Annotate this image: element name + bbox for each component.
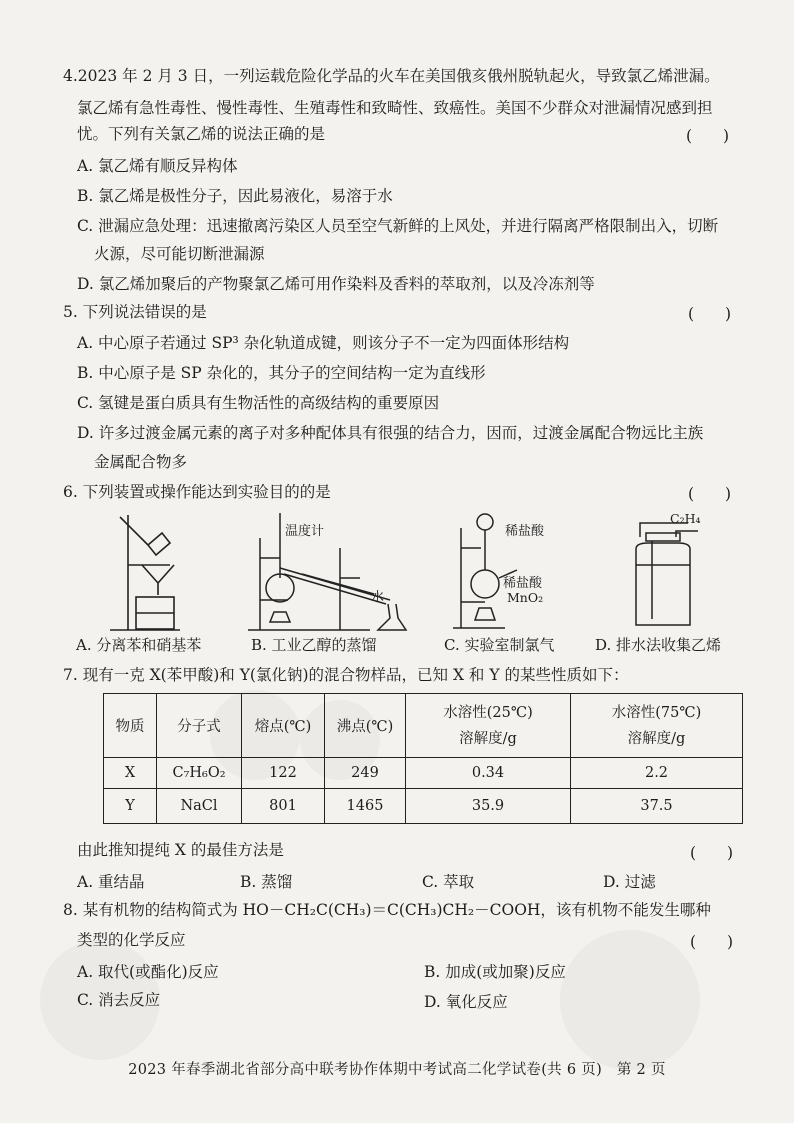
q5-option-d-line2: 金属配合物多 <box>94 453 188 471</box>
apparatus-a-caption: A. 分离苯和硝基苯 <box>76 636 202 654</box>
table-row <box>104 789 743 824</box>
q7-option-a: A. 重结晶 <box>77 873 145 891</box>
table-cell: NaCl <box>157 789 242 824</box>
table-cell: 35.9 <box>406 789 571 824</box>
table-cell: X <box>104 758 157 789</box>
table-header: 分子式 <box>157 694 242 758</box>
q6-stem: 6. 下列装置或操作能达到实验目的的是 <box>63 483 331 501</box>
c2h4-label: C₂H₄ <box>670 511 701 526</box>
q7-option-b: B. 蒸馏 <box>240 873 293 891</box>
page-footer: 2023 年春季湖北省部分高中联考协作体期中考试高二化学试卷(共 6 页) 第 2 页 <box>128 1062 666 1078</box>
mno2-label: MnO₂ <box>507 590 544 605</box>
table-cell: 37.5 <box>571 789 743 824</box>
apparatus-d-figure <box>618 513 708 631</box>
q7-stem: 7. 现有一克 X(苯甲酸)和 Y(氯化钠)的混合物样品，已知 X 和 Y 的某些性质如下： <box>63 666 629 684</box>
q4-stem-line2: 氯乙烯有急性毒性、慢性毒性、生殖毒性和致畸性、致癌性。美国不少群众对泄漏情况感到担 <box>77 99 713 117</box>
q5-option-b: B. 中心原子是 SP 杂化的，其分子的空间结构一定为直线形 <box>77 364 486 382</box>
table-header: 熔点(℃) <box>242 694 325 758</box>
q5-option-a: A. 中心原子若通过 SP³ 杂化轨道成键，则该分子不一定为四面体形结构 <box>77 334 570 352</box>
table-header-line: 水溶性(25℃) <box>443 704 533 721</box>
table-cell: 249 <box>325 758 406 789</box>
table-row <box>104 758 743 789</box>
q7-option-d: D. 过滤 <box>603 873 656 891</box>
table-cell: Y <box>104 789 157 824</box>
q8-stem-line2: 类型的化学反应 <box>77 931 186 949</box>
table-cell: C₇H₆O₂ <box>157 758 242 789</box>
apparatus-c-caption: C. 实验室制氯气 <box>444 636 555 654</box>
water-label: 水 <box>371 590 385 605</box>
q7-option-c: C. 萃取 <box>422 873 475 891</box>
table-header <box>406 694 571 758</box>
table-header: 物质 <box>104 694 157 758</box>
q6-answer-bracket[interactable]: ( ) <box>688 485 732 503</box>
q4-stem-line3: 忧。下列有关氯乙烯的说法正确的是 <box>77 125 326 143</box>
apparatus-b-figure <box>240 508 420 636</box>
table-header-line: 水溶性(75℃) <box>611 704 702 721</box>
table-cell: 801 <box>242 789 325 824</box>
table-cell: 122 <box>242 758 325 789</box>
q5-stem: 5. 下列说法错误的是 <box>63 303 207 321</box>
q8-option-c: C. 消去反应 <box>77 991 161 1009</box>
q8-answer-bracket[interactable]: ( ) <box>690 933 734 951</box>
q4-option-a: A. 氯乙烯有顺反异构体 <box>77 157 238 175</box>
table-cell: 1465 <box>325 789 406 824</box>
q5-answer-bracket[interactable]: ( ) <box>688 305 732 323</box>
q8-option-d: D. 氧化反应 <box>424 993 508 1011</box>
q4-option-b: B. 氯乙烯是极性分子，因此易液化，易溶于水 <box>77 187 393 205</box>
thermometer-label: 温度计 <box>285 524 325 539</box>
apparatus-d-caption: D. 排水法收集乙烯 <box>595 636 722 654</box>
table-subheader: 溶解度/g <box>459 730 517 747</box>
q4-answer-bracket[interactable]: ( ) <box>686 127 730 145</box>
apparatus-a-figure <box>100 505 210 635</box>
q4-option-c-line2: 火源，尽可能切断泄漏源 <box>94 245 265 263</box>
q5-option-d-line1: D. 许多过渡金属元素的离子对多种配体具有很强的结合力，因而，过渡金属配合物远比主族 <box>77 424 704 442</box>
hcl-top-label: 稀盐酸 <box>505 524 545 539</box>
q5-option-c: C. 氢键是蛋白质具有生物活性的高级结构的重要原因 <box>77 394 440 412</box>
q8-stem-line1: 8. 某有机物的结构简式为 HO－CH₂C(CH₃)＝C(CH₃)CH₂－COOH，该有机物不能发生哪种 <box>63 901 711 919</box>
q4-option-d: D. 氯乙烯加聚后的产物聚氯乙烯可用作染料及香料的萃取剂，以及冷冻剂等 <box>77 275 595 293</box>
table-subheader: 溶解度/g <box>627 730 686 747</box>
q4-stem-line1: 4.2023 年 2 月 3 日，一列运载危险化学品的火车在美国俄亥俄州脱轨起火，导致氯乙烯泄漏。 <box>63 67 720 85</box>
table-header <box>571 694 743 758</box>
properties-table <box>103 693 743 824</box>
q7-answer-bracket[interactable]: ( ) <box>690 844 734 862</box>
apparatus-b-caption: B. 工业乙醇的蒸馏 <box>251 636 377 654</box>
table-cell: 2.2 <box>571 758 743 789</box>
table-cell: 0.34 <box>406 758 571 789</box>
q4-option-c-line1: C. 泄漏应急处理：迅速撤离污染区人员至空气新鲜的上风处，并进行隔离严格限制出入，切断 <box>77 217 719 235</box>
table-header: 沸点(℃) <box>325 694 406 758</box>
hcl-mid-label: 稀盐酸 <box>503 576 543 591</box>
q8-option-b: B. 加成(或加聚)反应 <box>424 963 566 981</box>
watermark-circle <box>560 930 700 1070</box>
q7-conclusion: 由此推知提纯 X 的最佳方法是 <box>77 841 284 859</box>
q8-option-a: A. 取代(或酯化)反应 <box>77 963 219 981</box>
